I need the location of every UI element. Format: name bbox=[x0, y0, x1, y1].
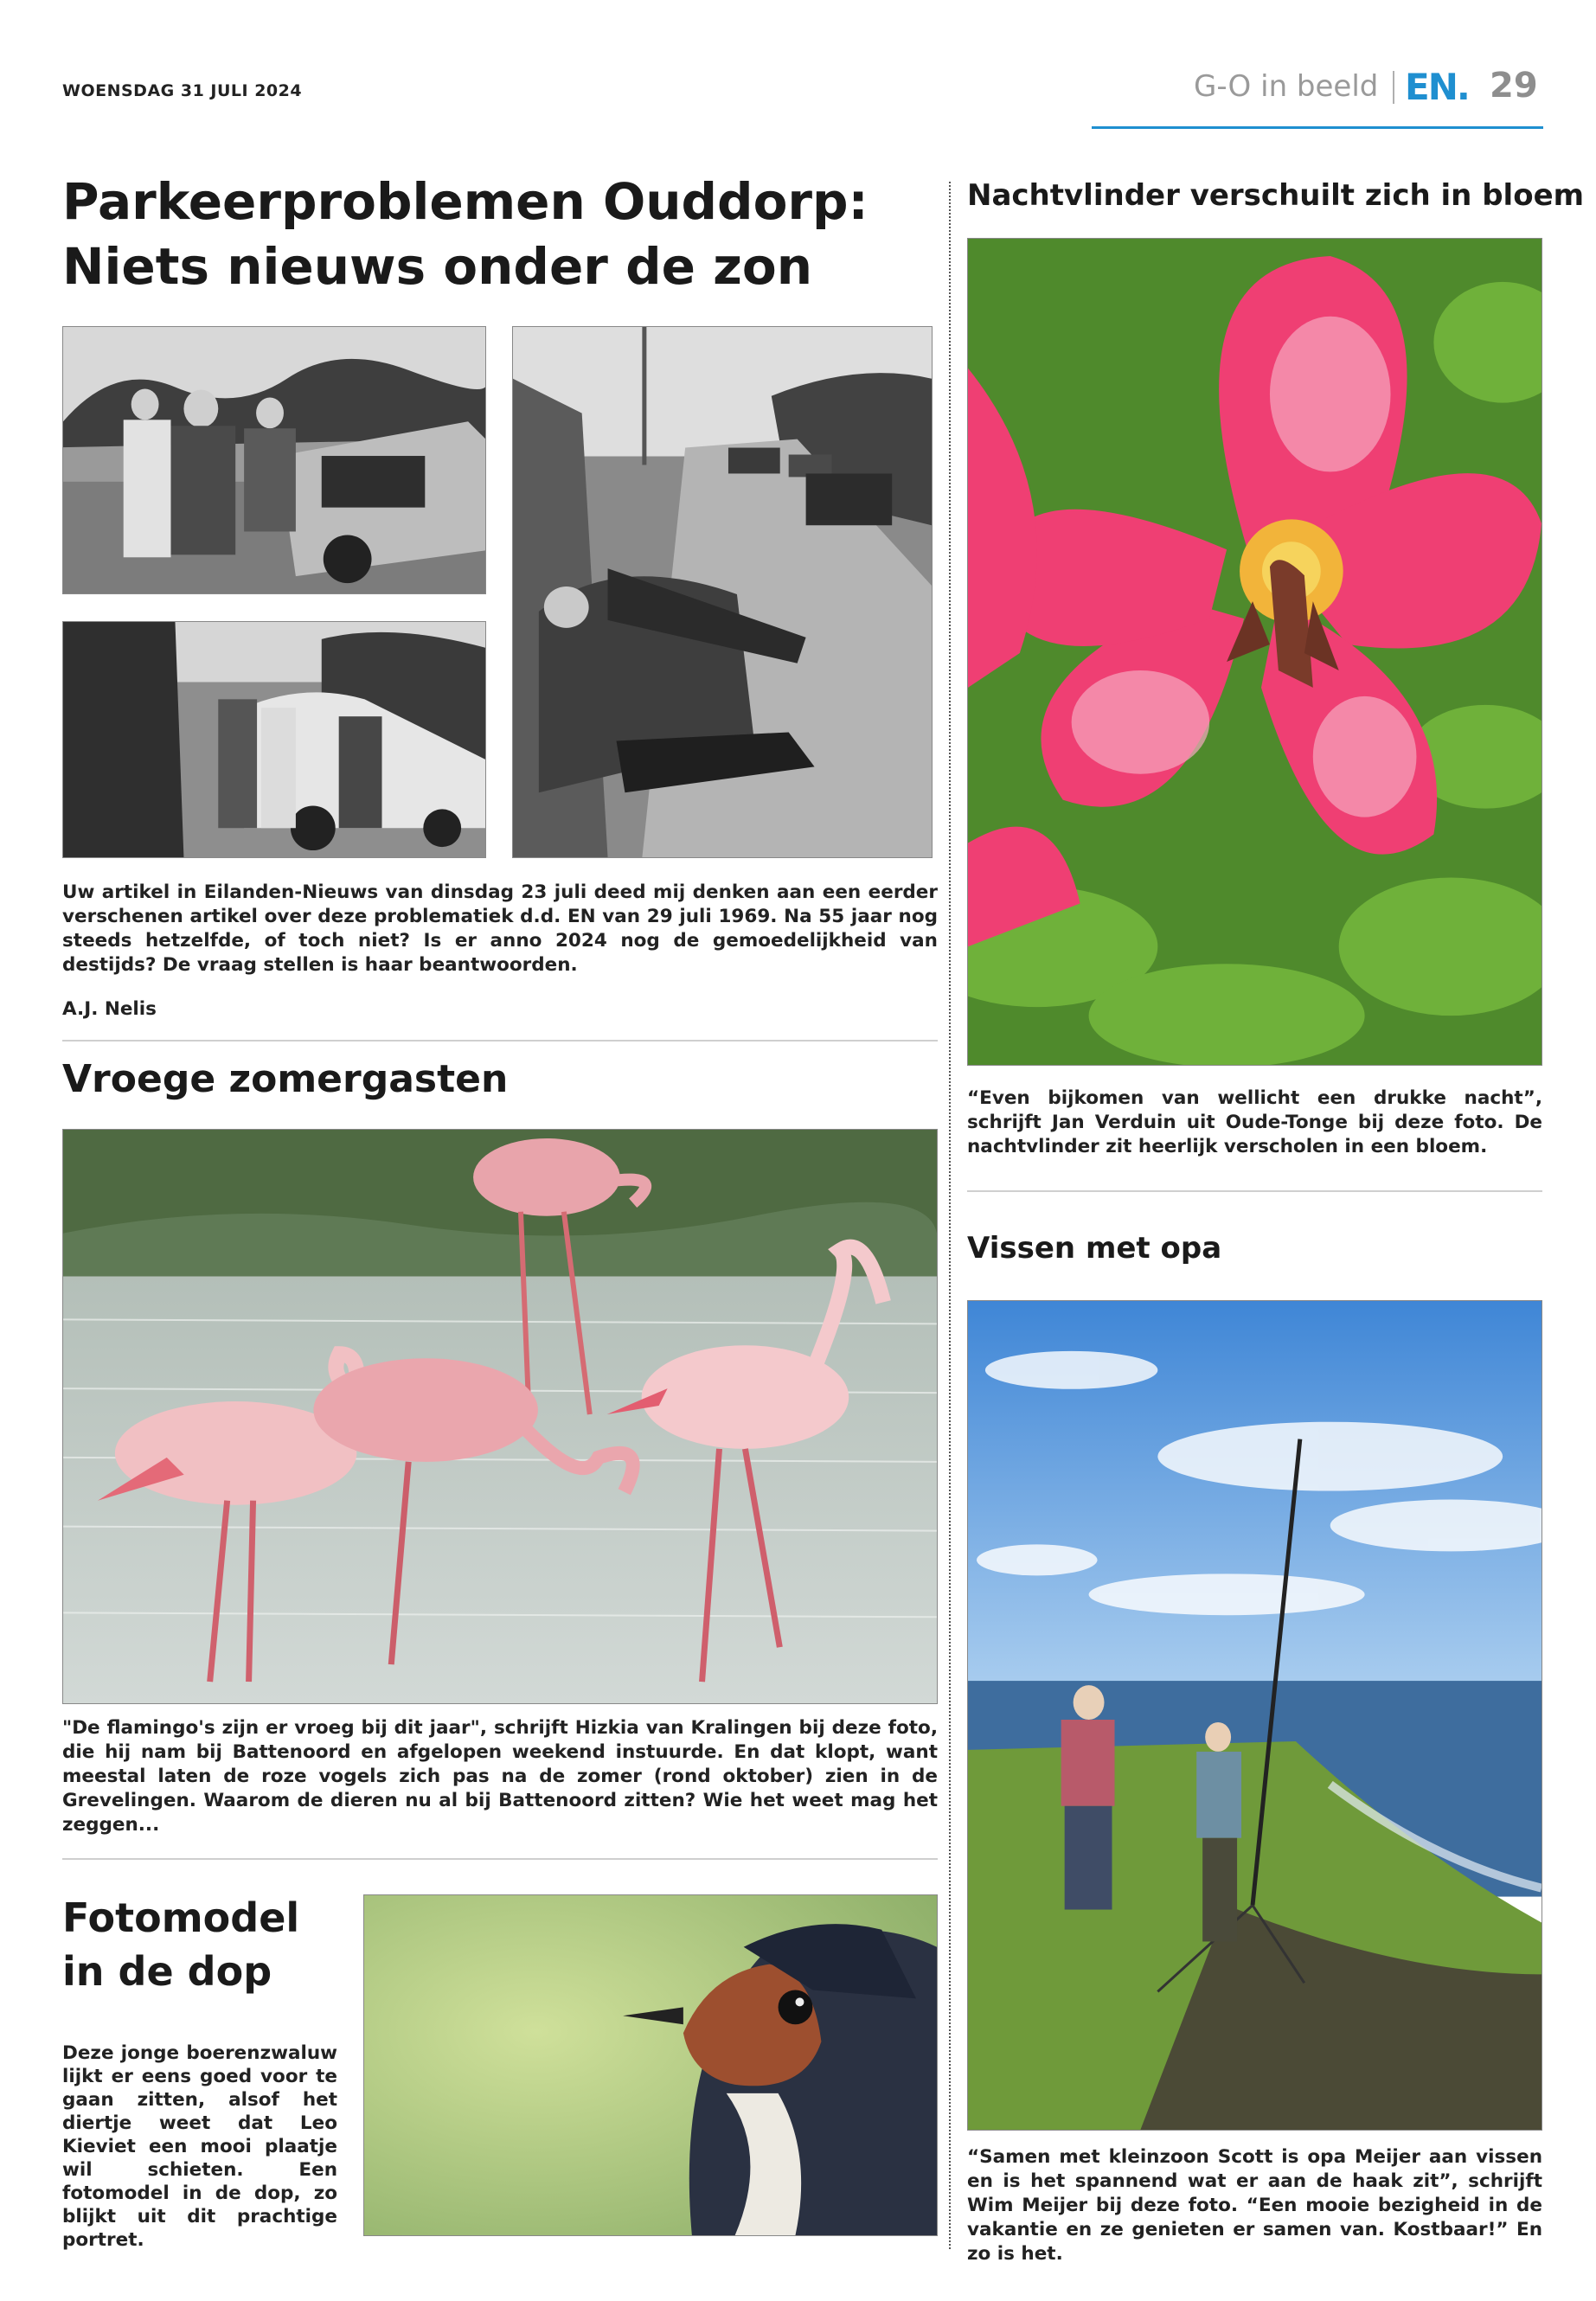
headline-vroege-zomergasten: Vroege zomergasten bbox=[62, 1057, 509, 1101]
header-separator bbox=[1393, 71, 1394, 104]
headline-vissen-met-opa: Vissen met opa bbox=[967, 1231, 1222, 1266]
headline-parkeerproblemen bbox=[62, 170, 927, 299]
issue-date: WOENSDAG 31 JULI 2024 bbox=[62, 81, 303, 100]
headline-nachtvlinder: Nachtvlinder verschuilt zich in bloem bbox=[967, 178, 1585, 213]
photo-men-resting-roadside bbox=[512, 326, 933, 858]
photo-swallow bbox=[363, 1894, 938, 2236]
section-divider bbox=[62, 1040, 938, 1042]
headline-line: Niets nieuws onder de zon bbox=[62, 237, 813, 296]
section-name: G-O in beeld bbox=[1194, 69, 1379, 104]
section-divider bbox=[62, 1858, 938, 1860]
article-body-vissen-met-opa: “Samen met kleinzoon Scott is opa Meijer aan vissen en is het spannend wat er aan de haak zit”, schrijft Wim Meijer bij deze foto. “Een mooie bezigheid in de vakantie en ze genieten er samen van. Kostbaar!” En zo is het. bbox=[967, 2146, 1542, 2265]
article-body-fotomodel: Deze jonge boerenzwaluw lijkt er eens goed voor te gaan zitten, alsof het diertje weet dat Leo Kieviet een mooi plaatje wil schieten. Een fotomodel in de dop, zo blijkt uit dit prachtige portret. bbox=[62, 2042, 337, 2251]
header-rule bbox=[1092, 126, 1543, 129]
page-number: 29 bbox=[1490, 66, 1538, 106]
article-body-vroege-zomergasten: "De flamingo's zijn er vroeg bij dit jaar", schrijft Hizkia van Kralingen bij deze foto, die hij nam bij Battenoord en afgelopen weekend instuurde. En dat klopt, want meestal laten de roze vogels zich pas na de zomer (rond oktober) zien in de Grevelingen. Waarom de dieren nu al bij Battenoord zitten? Wie het weet mag het zeggen... bbox=[62, 1717, 938, 1836]
photo-fishing-grandpa bbox=[967, 1300, 1542, 2131]
publication-logo: EN. bbox=[1405, 66, 1469, 108]
photo-pushing-car bbox=[62, 621, 486, 858]
headline-fotomodel bbox=[62, 1891, 299, 1998]
headline-line: in de dop bbox=[62, 1948, 272, 1995]
section-divider bbox=[967, 1190, 1542, 1192]
article-body-nachtvlinder: “Even bijkomen van wellicht een drukke nacht”, schrijft Jan Verduin uit Oude-Tonge bij deze foto. De nachtvlinder zit heerlijk verscholen in een bloem. bbox=[967, 1087, 1542, 1157]
photo-flamingos bbox=[62, 1129, 938, 1704]
article-body-parkeerproblemen: Uw artikel in Eilanden-Nieuws van dinsdag 23 juli deed mij denken aan een eerder verschenen artikel over deze problematiek d.d. EN van 29 juli 1969. Na 55 jaar nog steeds hetzelfde, of toch niet? Is er anno 2024 nog de gemoedelijkheid van destijds? De vraag stellen is haar beantwoorden. bbox=[62, 881, 938, 976]
column-divider bbox=[949, 182, 951, 2249]
photo-moth-in-flower bbox=[967, 238, 1542, 1066]
photo-men-at-cars bbox=[62, 326, 486, 594]
article-author: A.J. Nelis bbox=[62, 998, 157, 1020]
headline-line: Fotomodel bbox=[62, 1894, 300, 1941]
headline-line: Parkeerproblemen Ouddorp: bbox=[62, 172, 869, 231]
